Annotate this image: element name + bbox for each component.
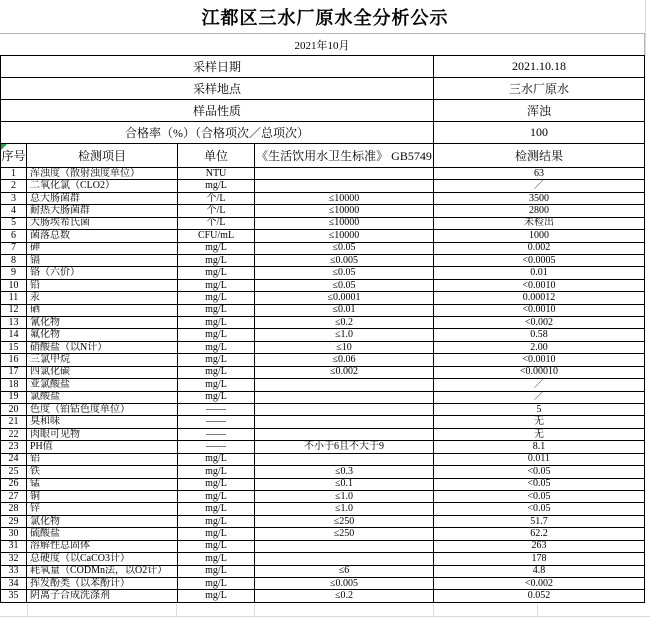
row-seq: 35 [1, 590, 27, 601]
row-result: 无 [534, 428, 544, 440]
row-unit: mg/L [178, 317, 255, 328]
row-seq: 6 [1, 230, 27, 241]
row-seq: 18 [1, 379, 27, 390]
table-row [1, 168, 644, 180]
info-row-sample-date [1, 56, 644, 78]
sample-nature-label: 样品性质 [1, 100, 434, 121]
row-seq: 25 [1, 466, 27, 477]
row-result: 2800 [529, 205, 549, 216]
table-header-row [1, 144, 644, 168]
row-seq: 31 [1, 541, 27, 552]
row-item: 浑浊度（散射浊度单位） [27, 168, 178, 179]
analysis-table [0, 55, 645, 603]
sample-nature-value: 浑浊 [526, 104, 551, 118]
row-item: 铁 [27, 466, 178, 477]
row-item: 总大肠菌群 [27, 193, 178, 204]
info-row-pass-rate [1, 122, 644, 144]
row-item: 耗氧量（CODMn法，以O2计） [27, 566, 178, 577]
table-row [1, 392, 644, 404]
table-row [1, 305, 644, 317]
info-row-sample-location [1, 78, 644, 100]
row-seq: 2 [1, 180, 27, 191]
row-result: 0.00012 [522, 292, 556, 303]
row-unit: mg/L [178, 392, 255, 403]
row-result: 5 [536, 404, 542, 415]
pass-rate-label: 合格率（%）（合格项次／总项次） [1, 122, 434, 143]
sample-location-value: 三水厂原水 [508, 82, 569, 96]
row-seq: 5 [1, 218, 27, 229]
row-seq: 27 [1, 491, 27, 502]
table-row [1, 578, 644, 590]
row-unit: NTU [178, 168, 255, 179]
row-result: ／ [534, 180, 544, 192]
row-item: 铬（六价） [27, 267, 178, 278]
row-item: 氰化物 [27, 317, 178, 328]
row-result: ／ [534, 391, 544, 403]
row-item: 铜 [27, 491, 178, 502]
row-result: 62.2 [530, 528, 548, 539]
row-item: 镉 [27, 255, 178, 266]
row-unit: mg/L [178, 354, 255, 365]
row-result: 263 [531, 540, 547, 552]
row-unit: mg/L [178, 466, 255, 477]
table-row [1, 367, 644, 379]
row-standard: ≤0.005 [255, 578, 434, 589]
row-item: 氟化物 [27, 329, 178, 340]
row-result: 0.58 [530, 329, 548, 341]
row-result: 0.011 [527, 453, 551, 465]
row-seq: 16 [1, 354, 27, 365]
table-row [1, 441, 644, 453]
row-unit: mg/L [178, 267, 255, 278]
table-row [1, 329, 644, 341]
excel-error-indicator-icon [1, 144, 7, 150]
row-unit: —— [178, 441, 255, 452]
row-seq: 8 [1, 255, 27, 266]
table-row [1, 479, 644, 491]
row-unit: mg/L [178, 342, 255, 353]
table-row [1, 503, 644, 515]
row-result: 无 [534, 416, 544, 428]
row-unit: mg/L [178, 590, 255, 601]
row-result: 1000 [529, 230, 549, 241]
row-result: 3500 [529, 192, 549, 204]
table-row [1, 528, 644, 540]
row-unit: 个/L [178, 218, 255, 229]
row-unit: mg/L [178, 379, 255, 390]
row-standard: ≤0.002 [255, 367, 434, 378]
table-row [1, 416, 644, 428]
row-standard [255, 416, 434, 427]
row-item: 臭和味 [27, 416, 178, 427]
row-unit: mg/L [178, 367, 255, 378]
row-unit: —— [178, 429, 255, 440]
row-seq: 20 [1, 404, 27, 415]
row-standard [255, 379, 434, 390]
row-seq: 22 [1, 429, 27, 440]
row-result: 0.052 [527, 590, 551, 602]
table-row [1, 243, 644, 255]
table-row [1, 516, 644, 528]
header-seq-label: 序号 [1, 148, 26, 163]
row-standard: ≤10000 [255, 218, 434, 229]
row-standard: ≤250 [255, 516, 434, 527]
table-row [1, 205, 644, 217]
row-standard [255, 168, 434, 179]
row-result: 51.7 [530, 515, 548, 527]
table-row [1, 317, 644, 329]
row-seq: 1 [1, 168, 27, 179]
row-unit: mg/L [178, 516, 255, 527]
row-seq: 26 [1, 479, 27, 490]
row-unit: —— [178, 404, 255, 415]
right-gridline [645, 0, 646, 55]
row-result: <0.0005 [522, 254, 556, 266]
row-result: 未检出 [524, 217, 554, 229]
row-seq: 32 [1, 553, 27, 564]
row-seq: 11 [1, 292, 27, 303]
row-standard: 不小于6且不大于9 [255, 441, 434, 452]
table-row [1, 230, 644, 242]
pass-rate-value: 100 [530, 125, 548, 139]
row-standard [255, 404, 434, 415]
header-seq [1, 144, 27, 167]
row-item: 耐热大肠菌群 [27, 205, 178, 216]
row-item: 阴离子合成洗涤剂 [27, 590, 178, 601]
row-item: 挥发酚类（以苯酚计） [27, 578, 178, 589]
row-unit: mg/L [178, 180, 255, 191]
table-row [1, 379, 644, 391]
row-standard: ≤1.0 [255, 329, 434, 340]
row-item: PH值 [27, 441, 178, 452]
row-unit: mg/L [178, 243, 255, 254]
row-unit: 个/L [178, 205, 255, 216]
row-item: 锰 [27, 479, 178, 490]
row-standard: ≤250 [255, 528, 434, 539]
row-item: 二氧化氯（CLO2） [27, 180, 178, 191]
row-item: 硒 [27, 305, 178, 316]
title-bar [0, 0, 650, 33]
row-standard: ≤10 [255, 342, 434, 353]
row-seq: 9 [1, 267, 27, 278]
row-seq: 24 [1, 454, 27, 465]
row-seq: 14 [1, 329, 27, 340]
row-seq: 7 [1, 243, 27, 254]
row-item: 亚氯酸盐 [27, 379, 178, 390]
row-standard [255, 429, 434, 440]
header-unit: 单位 [178, 144, 255, 167]
row-standard: ≤0.05 [255, 243, 434, 254]
row-unit: mg/L [178, 292, 255, 303]
row-item: 汞 [27, 292, 178, 303]
row-unit: mg/L [178, 305, 255, 316]
row-seq: 12 [1, 305, 27, 316]
row-item: 硫酸盐 [27, 528, 178, 539]
table-row [1, 541, 644, 553]
row-standard: ≤0.2 [255, 590, 434, 601]
table-row [1, 193, 644, 205]
row-unit: mg/L [178, 528, 255, 539]
row-standard [255, 454, 434, 465]
table-row [1, 255, 644, 267]
row-item: 肉眼可见物 [27, 429, 178, 440]
table-row [1, 553, 644, 565]
header-result: 检测结果 [514, 148, 563, 163]
table-row [1, 280, 644, 292]
row-standard: ≤0.2 [255, 317, 434, 328]
row-standard: ≤10000 [255, 205, 434, 216]
row-seq: 30 [1, 528, 27, 539]
row-result: <0.0010 [522, 354, 556, 366]
row-item: 铅 [27, 280, 178, 291]
row-seq: 19 [1, 392, 27, 403]
row-standard: ≤0.05 [255, 267, 434, 278]
row-result: <0.002 [524, 577, 554, 589]
row-standard: ≤1.0 [255, 503, 434, 514]
row-unit: 个/L [178, 193, 255, 204]
sample-location-label: 采样地点 [1, 78, 434, 99]
row-seq: 3 [1, 193, 27, 204]
table-row [1, 466, 644, 478]
row-unit: mg/L [178, 541, 255, 552]
row-result: 2.00 [530, 341, 548, 353]
sample-date-value: 2021.10.18 [512, 59, 566, 73]
row-standard: ≤10000 [255, 193, 434, 204]
row-item: 砷 [27, 243, 178, 254]
row-seq: 17 [1, 367, 27, 378]
row-standard: ≤10000 [255, 230, 434, 241]
row-seq: 21 [1, 416, 27, 427]
row-item: 菌落总数 [27, 230, 178, 241]
row-result: 4.8 [532, 565, 546, 577]
row-result: 178 [531, 553, 547, 564]
row-result: <0.05 [527, 503, 551, 515]
row-standard [255, 392, 434, 403]
row-standard: ≤0.01 [255, 305, 434, 316]
row-item: 大肠埃希氏菌 [27, 218, 178, 229]
row-seq: 15 [1, 342, 27, 353]
row-result: 63 [534, 168, 544, 179]
table-row [1, 342, 644, 354]
row-item: 锌 [27, 503, 178, 514]
header-item: 检测项目 [27, 144, 178, 167]
row-seq: 28 [1, 503, 27, 514]
row-standard [255, 553, 434, 564]
row-standard: ≤0.005 [255, 255, 434, 266]
row-standard: ≤0.06 [255, 354, 434, 365]
row-standard: ≤0.05 [255, 280, 434, 291]
row-unit: mg/L [178, 479, 255, 490]
row-item: 总硬度（以CaCO3计） [27, 553, 178, 564]
table-row [1, 180, 644, 192]
row-unit: mg/L [178, 503, 255, 514]
row-result: 0.002 [527, 242, 551, 254]
row-item: 三氯甲烷 [27, 354, 178, 365]
row-seq: 29 [1, 516, 27, 527]
row-unit: mg/L [178, 255, 255, 266]
row-unit: —— [178, 416, 255, 427]
table-row [1, 354, 644, 366]
table-row [1, 454, 644, 466]
row-item: 铝 [27, 454, 178, 465]
row-unit: mg/L [178, 553, 255, 564]
page-title: 江都区三水厂原水全分析公示 [201, 7, 449, 28]
row-result: <0.00010 [519, 366, 559, 378]
row-result: 8.1 [532, 441, 546, 452]
table-row [1, 404, 644, 416]
table-row [1, 218, 644, 230]
row-result: ／ [534, 379, 544, 390]
row-seq: 34 [1, 578, 27, 589]
row-standard: ≤0.0001 [255, 292, 434, 303]
row-seq: 10 [1, 280, 27, 291]
row-item: 溶解性总固体 [27, 541, 178, 552]
row-item: 硝酸盐（以N计） [27, 342, 178, 353]
row-result: 0.01 [530, 267, 548, 279]
row-result: <0.05 [527, 490, 551, 502]
sample-date-label: 采样日期 [1, 56, 434, 77]
row-unit: mg/L [178, 280, 255, 291]
report-month-row [0, 33, 645, 55]
row-unit: mg/L [178, 329, 255, 340]
row-result: <0.05 [527, 466, 551, 477]
row-item: 四氯化碳 [27, 367, 178, 378]
row-standard: ≤0.3 [255, 466, 434, 477]
row-unit: mg/L [178, 454, 255, 465]
row-standard: ≤1.0 [255, 491, 434, 502]
report-month: 2021年10月 [294, 39, 350, 52]
row-standard [255, 180, 434, 191]
info-row-sample-nature [1, 100, 644, 122]
row-item: 氯酸盐 [27, 392, 178, 403]
table-row [1, 429, 644, 441]
row-seq: 4 [1, 205, 27, 216]
results-table-body [1, 168, 644, 602]
row-result: <0.05 [527, 478, 551, 490]
row-seq: 33 [1, 566, 27, 577]
row-unit: mg/L [178, 566, 255, 577]
table-row [1, 292, 644, 304]
row-seq: 23 [1, 441, 27, 452]
row-item: 氯化物 [27, 516, 178, 527]
table-row [1, 590, 644, 601]
row-seq: 13 [1, 317, 27, 328]
row-unit: CFU/mL [178, 230, 255, 241]
row-standard: ≤6 [255, 566, 434, 577]
row-unit: mg/L [178, 578, 255, 589]
row-standard: ≤0.1 [255, 479, 434, 490]
row-result: <0.0010 [522, 304, 556, 316]
row-unit: mg/L [178, 491, 255, 502]
row-item: 色度（铂钴色度单位） [27, 404, 178, 415]
row-result: <0.002 [524, 317, 554, 328]
table-row [1, 491, 644, 503]
header-standard: 《生活饮用水卫生标准》 GB5749 [255, 144, 434, 167]
table-row [1, 566, 644, 578]
row-result: <0.0010 [522, 279, 556, 291]
row-standard [255, 541, 434, 552]
table-row [1, 267, 644, 279]
